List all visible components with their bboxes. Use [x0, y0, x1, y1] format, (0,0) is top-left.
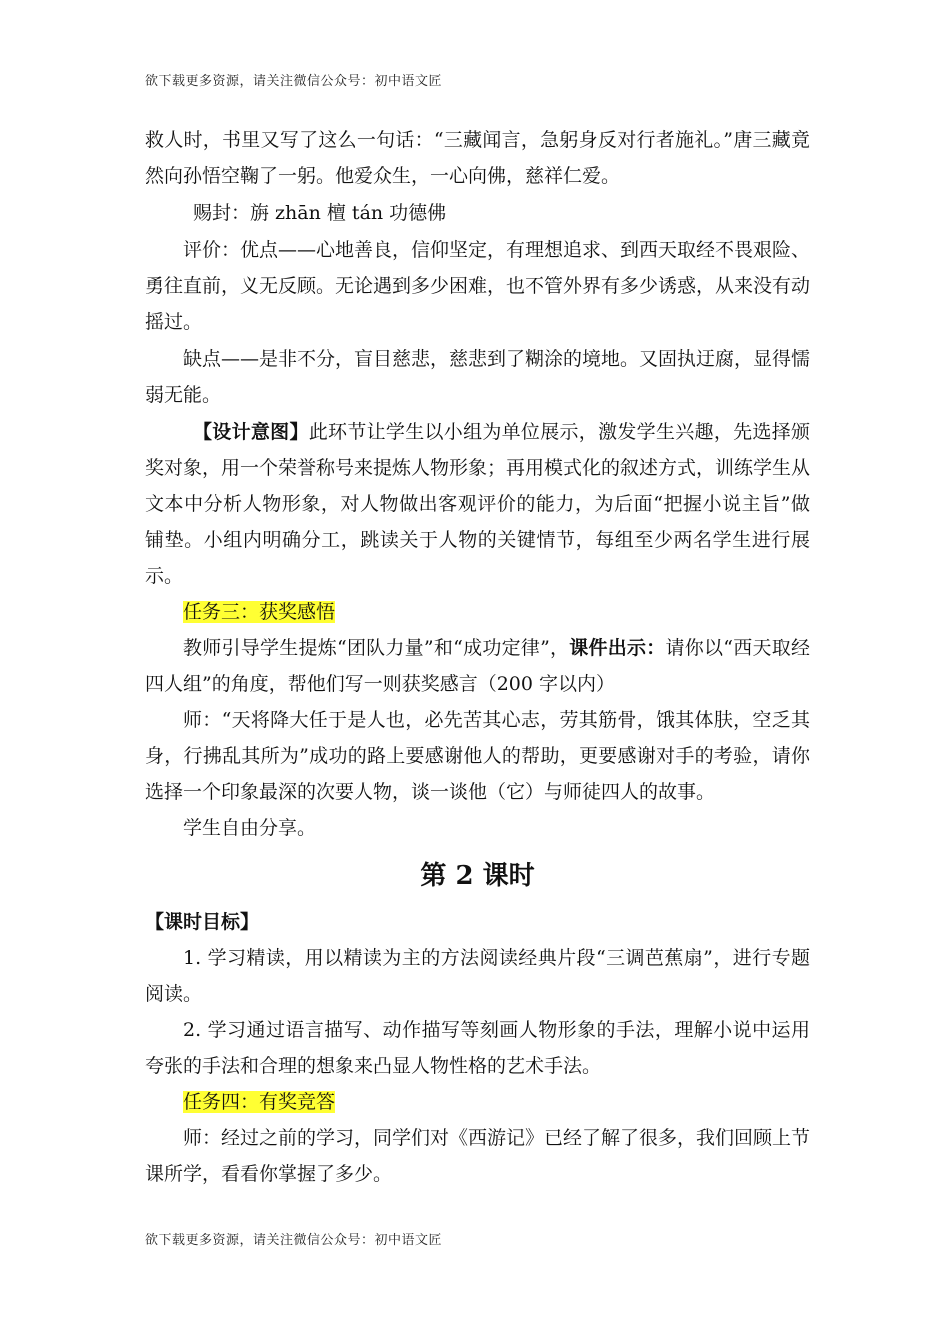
design-intent-text: 此环节让学生以小组为单位展示，激发学生兴趣，先选择颁奖对象，用一个荣誉称号来提炼人物形象；再用模式化的叙述方式，训练学生从文本中分析人物形象，对人物做出客观评价的能力，为后面“把握小说主旨”做铺垫。小组内明确分工，跳读关于人物的关键情节，每组至少两名学生进行展示。	[145, 421, 811, 587]
task-three-heading	[145, 594, 810, 630]
lesson-goal-2: 2. 学习通过语言描写、动作描写等刻画人物形象的手法，理解小说中运用夸张的手法和合理的想象来凸显人物性格的艺术手法。	[145, 1019, 810, 1077]
paragraph-student-share: 学生自由分享。	[183, 817, 317, 839]
paragraph-evaluation-flaws: 缺点——是非不分，盲目慈悲，慈悲到了糊涂的境地。又固执迂腐，显得懦弱无能。	[145, 348, 811, 406]
paragraph-teacher-quote: 师：“天将降大任于是人也，必先苦其心志，劳其筋骨，饿其体肤，空乏其身，行拂乱其所为”成功的路上要感谢他人的帮助，更要感谢对手的考验，请你选择一个印象最深的次要人物，谈一谈他（它）与师徒四人的故事。	[145, 709, 810, 803]
paragraph-review: 师：经过之前的学习，同学们对《西游记》已经了解了很多，我们回顾上节课所学，看看你掌握了多少。	[145, 1127, 811, 1185]
task-four-label: 任务四：有奖竞答	[183, 1091, 336, 1113]
teacher-guide-task: 请你以“西天取经四人组”的角度，帮他们写一则获奖感言（200 字以内）	[145, 637, 810, 695]
task-three-label: 任务三：获奖感悟	[183, 601, 336, 623]
lesson-goals-heading: 【课时目标】	[145, 911, 260, 933]
page-footer: 欲下载更多资源，请关注微信公众号：初中语文匠	[145, 1233, 443, 1248]
page-header: 欲下载更多资源，请关注微信公众号：初中语文匠	[145, 74, 443, 89]
paragraph-title-granted: 赐封：旃 zhān 檀 tán 功德佛	[193, 202, 447, 224]
paragraph-design-intent	[145, 414, 810, 594]
paragraph-teacher-guide	[145, 630, 810, 702]
design-intent-label: 【设计意图】	[193, 421, 309, 443]
teacher-guide-text: 教师引导学生提炼“团队力量”和“成功定律”，	[183, 637, 570, 659]
document-body	[145, 122, 810, 1192]
lesson-title: 第 2 课时	[420, 861, 535, 891]
lesson-goal-1: 1. 学习精读，用以精读为主的方法阅读经典片段“三调芭蕉扇”，进行专题阅读。	[145, 947, 810, 1005]
paragraph-rescue: 救人时，书里又写了这么一句话：“三藏闻言，急躬身反对行者施礼。”唐三藏竟然向孙悟空鞠了一躬。他爱众生，一心向佛，慈祥仁爱。	[145, 129, 810, 187]
paragraph-evaluation-merits: 评价：优点——心地善良，信仰坚定，有理想追求、到西天取经不畏艰险、勇往直前，义无反顾。无论遇到多少困难，也不管外界有多少诱惑，从来没有动摇过。	[145, 239, 811, 333]
task-four-heading	[145, 1084, 810, 1120]
courseware-label: 课件出示：	[569, 637, 666, 659]
